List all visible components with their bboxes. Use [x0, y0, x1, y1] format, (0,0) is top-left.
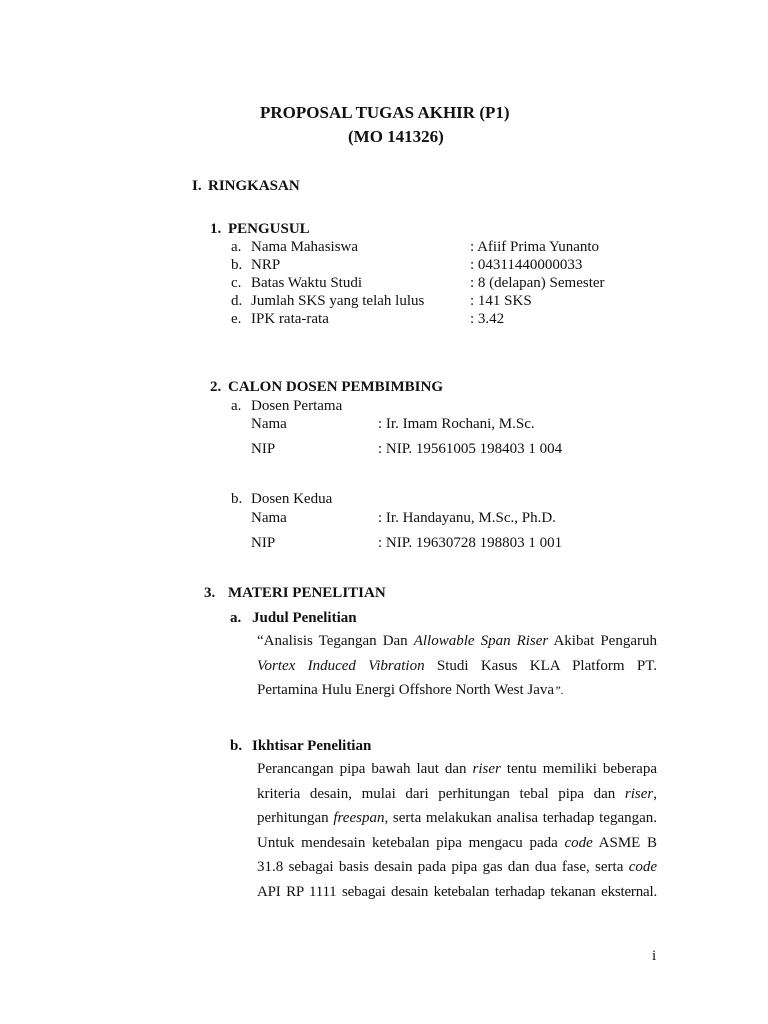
judul-line-3: Pertamina Hulu Energi Offshore North West Java”. — [257, 682, 564, 698]
ikhtisar-letter: b. — [230, 738, 243, 754]
materi-number: 3. — [204, 585, 216, 601]
list-item-label: Jumlah SKS yang telah lulus — [251, 293, 425, 309]
dosen-pertama-nama-label: Nama — [251, 416, 287, 432]
title-line-1: PROPOSAL TUGAS AKHIR (P1) — [260, 103, 510, 122]
section-1-heading: RINGKASAN — [208, 178, 300, 194]
ikhtisar-line-1: Perancangan pipa bawah laut dan riser tentu memiliki beberapa — [257, 761, 657, 777]
judul-heading: Judul Penelitian — [252, 610, 357, 626]
section-1-number: I. — [192, 178, 202, 194]
dosen-pertama-nip-label: NIP — [251, 441, 276, 457]
list-item-letter: c. — [231, 275, 242, 291]
pembimbing-number: 2. — [210, 379, 222, 395]
pengusul-number: 1. — [210, 221, 222, 237]
page-number: i — [652, 948, 657, 964]
list-item-value: : 04311440000033 — [470, 257, 583, 273]
list-item-value: : 3.42 — [470, 311, 505, 327]
list-item-value: : 141 SKS — [470, 293, 532, 309]
dosen-kedua-letter: b. — [231, 491, 243, 507]
dosen-kedua-nama-value: : Ir. Handayanu, M.Sc., Ph.D. — [378, 510, 556, 526]
list-item-value: : 8 (delapan) Semester — [470, 275, 605, 291]
ikhtisar-heading: Ikhtisar Penelitian — [252, 738, 372, 754]
dosen-pertama-label: Dosen Pertama — [251, 398, 343, 414]
dosen-kedua-label: Dosen Kedua — [251, 491, 333, 507]
dosen-pertama-nip-value: : NIP. 19561005 198403 1 004 — [378, 441, 563, 457]
ikhtisar-line-3: perhitungan freespan, serta melakukan analisa terhadap tegangan. — [257, 810, 658, 826]
judul-paragraph — [257, 629, 657, 703]
dosen-kedua-nama-label: Nama — [251, 510, 287, 526]
list-item-value: : Afiif Prima Yunanto — [470, 239, 600, 255]
judul-line-1: “Analisis Tegangan Dan Allowable Span Riser Akibat Pengaruh — [257, 633, 657, 649]
title-line-2: (MO 141326) — [348, 127, 444, 146]
ikhtisar-line-6: API RP 1111 sebagai desain ketebalan terhadap tekanan eksternal. — [257, 883, 657, 900]
ikhtisar-line-2: kriteria desain, mulai dari perhitungan tebal pipa dan riser, — [257, 785, 658, 802]
list-item-label: NRP — [251, 257, 281, 273]
materi-heading: MATERI PENELITIAN — [228, 585, 386, 601]
list-item-label: IPK rata-rata — [251, 311, 329, 327]
ikhtisar-line-4: Untuk mendesain ketebalan pipa mengacu pada code ASME B — [257, 834, 657, 851]
ikhtisar-paragraph — [257, 757, 657, 904]
list-item-label: Nama Mahasiswa — [251, 239, 359, 255]
dosen-kedua-nip-label: NIP — [251, 535, 276, 551]
dosen-kedua-nip-value: : NIP. 19630728 198803 1 001 — [378, 535, 563, 551]
judul-line-2: Vortex Induced Vibration Studi Kasus KLA Platform PT. — [257, 657, 658, 674]
list-item-letter: a. — [231, 239, 242, 255]
pengusul-heading: PENGUSUL — [228, 221, 310, 237]
list-item-letter: e. — [231, 311, 242, 327]
dosen-pertama-nama-value: : Ir. Imam Rochani, M.Sc. — [378, 416, 535, 432]
ikhtisar-line-5: 31.8 sebagai basis desain pada pipa gas dan dua fase, serta code — [257, 859, 658, 875]
judul-letter: a. — [230, 610, 242, 626]
dosen-pertama-letter: a. — [231, 398, 242, 414]
list-item-label: Batas Waktu Studi — [251, 275, 363, 291]
list-item-letter: b. — [231, 257, 243, 273]
list-item-letter: d. — [231, 293, 243, 309]
pembimbing-heading: CALON DOSEN PEMBIMBING — [228, 379, 444, 395]
